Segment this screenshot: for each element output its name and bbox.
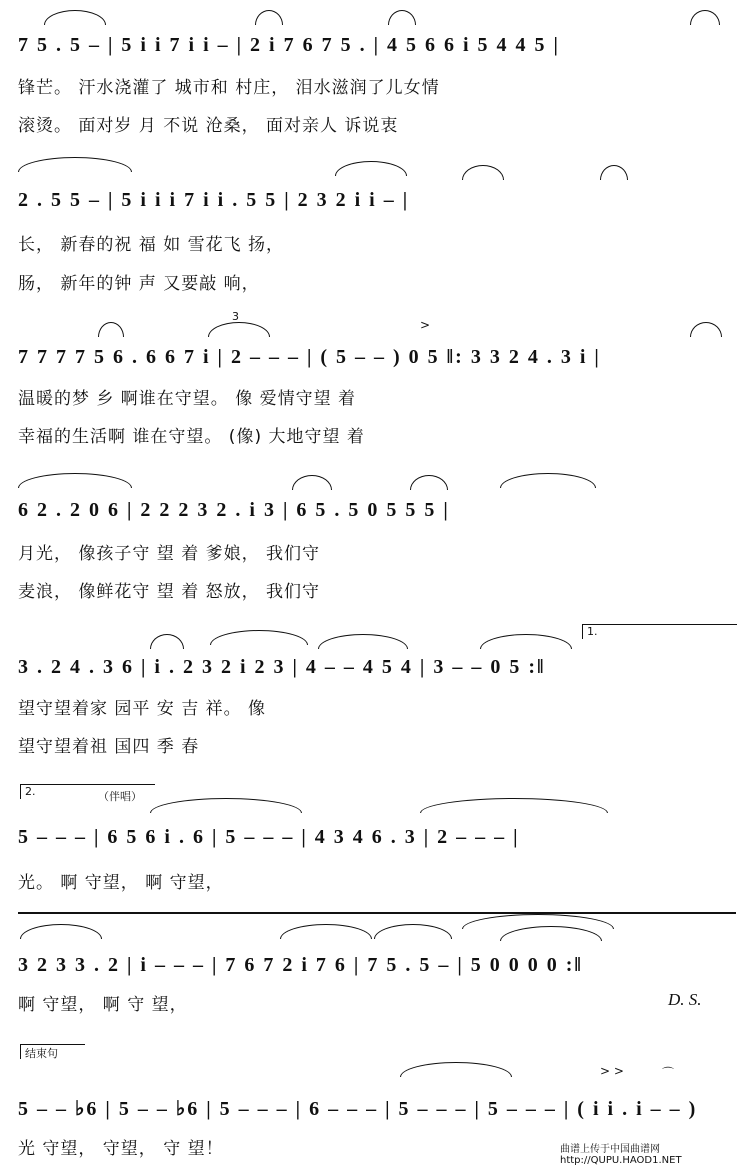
fermata-mark: ⌒ <box>662 1066 675 1080</box>
notation-line: 7 5 . 5 – | 5 i i 7 i i – | 2 i 7 6 7 5 . | 4 5 6 6 i 5 4 4 5 | <box>18 34 560 56</box>
slur <box>150 798 302 813</box>
slur <box>18 157 132 172</box>
notation-line: 5 – – ♭6 | 5 – – ♭6 | 5 – – – | 6 – – – | 5 – – – | 5 – – – | ( i i . i – – ) <box>18 1098 698 1120</box>
ending-line <box>18 912 736 914</box>
lyric-verse-1: 温暖的梦 乡 啊谁在守望。 像 爱情守望 着 <box>18 389 357 409</box>
coda-bracket: 结束句 <box>20 1044 85 1059</box>
accent-mark: > <box>420 318 431 332</box>
lyric-line: 光 守望， 守望， 守 望！ <box>18 1139 224 1159</box>
lyric-verse-2: 麦浪， 像鲜花守 望 着 怒放， 我们守 <box>18 582 321 602</box>
lyric-verse-2: 滚烫。 面对岁 月 不说 沧桑， 面对亲人 诉说衷 <box>18 116 399 136</box>
lyric-verse-2: 肠， 新年的钟 声 又要敲 响， <box>18 274 260 294</box>
notation-line: 3 . 2 4 . 3 6 | i . 2 3 2 i 2 3 | 4 – – 4 5 4 | 3 – – 0 5 :‖ <box>18 656 546 678</box>
dal-segno-mark: D. S. <box>668 990 702 1009</box>
second-ending-bracket: 2. <box>20 784 155 799</box>
lyric-verse-2: 望守望着祖 国四 季 春 <box>18 737 200 757</box>
lyric-verse-1: 望守望着家 园平 安 吉 祥。 像 <box>18 699 267 719</box>
triplet-marker: 3 <box>232 310 239 323</box>
accent-mark: > > <box>600 1064 624 1078</box>
notation-line: 5 – – – | 6 5 6 i . 6 | 5 – – – | 4 3 4 6 . 3 | 2 – – – | <box>18 826 520 848</box>
notation-line: 3 2 3 3 . 2 | i – – – | 7 6 7 2 i 7 6 | 7 5 . 5 – | 5 0 0 0 0 :‖ <box>18 954 583 976</box>
lyric-line: 光。 啊 守望， 啊 守望， <box>18 873 224 893</box>
slur <box>400 1062 512 1077</box>
slur <box>335 161 407 176</box>
slur <box>374 924 452 939</box>
accompaniment-label: （伴唱） <box>98 790 142 803</box>
lyric-verse-1: 月光， 像孩子守 望 着 爹娘， 我们守 <box>18 544 321 564</box>
notation-line: 7 7 7 7 5 6 . 6 6 7 i | 2 – – – | ( 5 – – ) 0 5 ‖: 3 3 2 4 . 3 i | <box>18 346 601 368</box>
first-ending-bracket: 1. <box>582 624 737 639</box>
lyric-verse-2: 幸福的生活啊 谁在守望。 (像) 大地守望 着 <box>18 427 365 447</box>
lyric-verse-1: 长， 新春的祝 福 如 雪花飞 扬， <box>18 235 285 255</box>
notation-line: 2 . 5 5 – | 5 i i i 7 i i . 5 5 | 2 3 2 i i – | <box>18 189 410 211</box>
slur <box>20 924 102 939</box>
lyric-line: 啊 守望， 啊 守 望， <box>18 995 188 1015</box>
slur <box>420 798 608 813</box>
lyric-verse-1: 锋芒。 汗水浇灌了 城市和 村庄， 泪水滋润了儿女情 <box>18 78 440 98</box>
watermark: 曲谱上传于中国曲谱网 http://QUPU.HAOD1.NET <box>560 1144 682 1166</box>
slur <box>280 924 372 939</box>
notation-line: 6 2 . 2 0 6 | 2 2 2 3 2 . i 3 | 6 5 . 5 0 5 5 5 | <box>18 499 450 521</box>
